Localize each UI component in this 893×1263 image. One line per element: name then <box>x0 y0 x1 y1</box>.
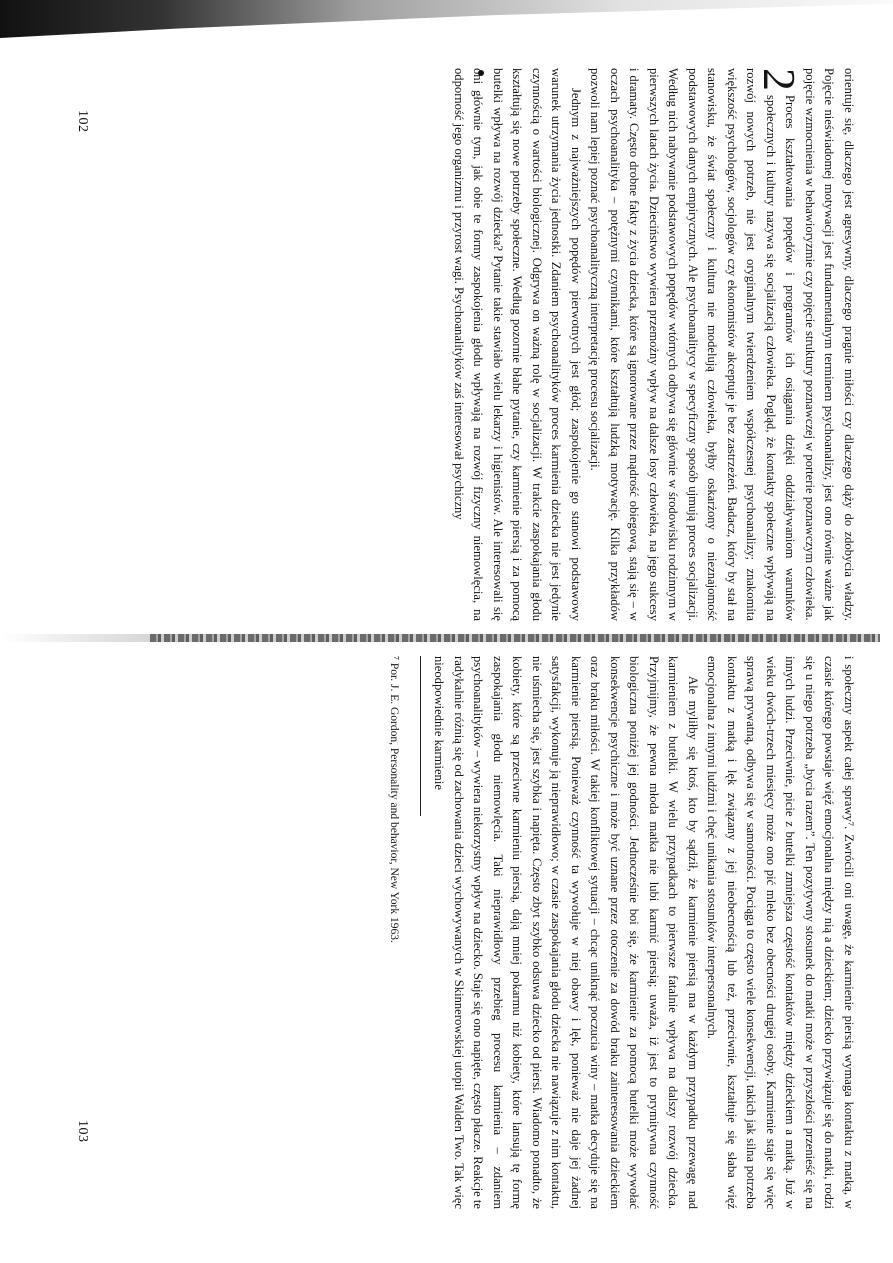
page-103 <box>158 656 858 1209</box>
scan-edge-artifact <box>0 0 893 38</box>
paragraph: i społeczny aspekt całej sprawy⁷. Zwrócili oni uwagę, że karmienie piersią wymaga kontaktu z matką, w czasie którego powstaje więź emocjonalna między nią a dzieckiem; dziecko przywiązuje się do matki, rodzi się u niego potrzeba „bycia razem”. Ten pozytywny stosunek do matki może w przyszłości przenieść się na innych ludzi. Przeciwnie, picie z butelki zmniejsza częstość kontaktów między dzieckiem a matką. Już w wieku dwóch-trzech miesięcy może ono pić mleko bez obecności drugiej osoby. Karmienie staje się więc sprawą prywatną, odbywa się w samotności. Pociąga to często wiele konsekwencji, takich jak silna potrzeba kontaktu z matką i lęk związany z jej nieobecnością lub też, przeciwnie, kształtuje się słaba więź emocjonalna z innymi ludźmi i chęć unikania stosunków interpersonalnych. <box>705 656 856 1209</box>
page-102 <box>158 68 858 621</box>
paragraph-with-dropcap <box>585 68 806 621</box>
footnote: ⁷ Por. J. E. Gordon, Personality and behavior, New York 1963. <box>388 656 400 943</box>
page-number: 102 <box>75 110 90 133</box>
paragraph: orientuje się, dlaczego jest agresywny, dlaczego pragnie miłości czy dlaczego dąży do zdobycia władzy. Pojęcie nieświadomej motywacji jest fundamentalnym terminem psychoanalizy, jest ono równie ważne jak pojęcie wzmocnienia w behawioryzmie czy pojęcie struktury poznawczej w porterie poznawczym człowieka. <box>803 68 856 621</box>
page-102-text <box>449 68 859 621</box>
footnote-rule <box>420 656 421 816</box>
gutter-shadow <box>0 634 150 642</box>
paragraph: Ale myliłby się ktoś, kto by sądził, że karmienie piersią ma w każdym przypadku przewagę nad karmieniem z butelki. W wielu przypadkach to pierwsze fatalnie wpływa na dalszy rozwój dziecka. Przyjmijmy, że pewna młoda matka nie lubi karmić piersią; uważa, iż jest to prymitywna czynność biologiczna poniżej jej godności. Jednocześnie boi się, że karmienie za pomocą butelki może wywołać konsekwencje psychiczne i może być uznane przez otoczenie za dowód braku zainteresowania dzieckiem oraz braku miłości. W takiej konfliktowej sytuacji – chcąc uniknąć poczucia winy – matka decyduje się na karmienie piersią. Ponieważ czynność ta wywołuje w niej obawy i lęk, ponieważ nie daje jej żadnej satysfakcji, wykonuje ją nieprawidłowo; w czasie zaspokajania głodu dziecka nie nawiązuje z nim kontaktu, nie uśmiecha się, jest szybka i napięta. Często zbyt szybko odsuwa dziecko od piersi. Wiadomo ponadto, że kobiety, które są przeciwne karmieniu piersią, dają mniej pokarmu niż kobiety, które lansują tę formę zaspokajania głodu niemowlęcia. Taki nieprawidłowy przebieg procesu karmienia – zdaniem psychoanalityków – wywiera niekorzystny wpływ na dziecko. Staje się ono napięte, często płacze. Reakcje te radykalnie różnią się od zachowania dzieci wychowywanych w Skinnerowskiej utopii Walden Two. Tak więc nieodpowiednie karmienie <box>432 656 700 1209</box>
book-gutter <box>150 634 880 642</box>
dropcap-number: 2 <box>754 68 806 91</box>
page-number: 103 <box>75 1120 90 1143</box>
paragraph-text: Proces kształtowania popędów i programów ich osiągania dzięki oddziaływaniom warunków społecznych i kultury nazywa się socjalizacją człowieka. Pogląd, że kontakty społeczne wpływają na rozwój nowych potrzeb, nie jest oryginalnym twierdzeniem współczesnej psychoanalizy; znakomita większość psychologów, socjologów czy ekonomistów akceptuje je bez zastrzeżeń. Badacz, który by stał na stanowisku, że świat społeczny i kultura nie modelują człowieka, byłby oskarżony o nieznajomość podstawowych danych empirycznych. Ale psychoanalitycy w specyficzny sposób ujmują proces socjalizacji. Według nich nabywanie podstawowych popędów wtórnych odbywa się głównie w środowisku rodzinnym w pierwszych latach życia. Dzieciństwo wywiera przemożny wpływ na dalsze losy człowieka, na jego sukcesy i dramaty. Często drobne fakty z życia dziecka, które są ignorowane przez mądrość obiegową, stają się – w oczach psychoanalityka – potężnymi czynnikami, które kształtują ludzką motywację. Kilka przykładów pozwoli nam lepiej poznać psychoanalityczną interpretację procesu socjalizacji. <box>588 68 798 621</box>
page-103-text <box>386 656 858 1209</box>
paragraph: Jednym z najważniejszych popędów pierwotnych jest głód; zaspokojenie go stanowi podstawowy warunek utrzymania życia jednostki. Zdaniem psychoanalityków proces karmienia dziecka nie jest jedynie czynnością o wartości biologicznej. Odgrywa on ważną rolę w socjalizacji. W trakcie zaspokajania głodu kształtują się nowe potrzeby społeczne. Według pozornie błahe pytanie, czy karmienie piersią i za pomocą butelki wpływa na rozwój dziecka? Pytanie takie stawiało wielu lekarzy i higienistów. Ale interesowali się oni głównie tym, jak obie te formy zaspokojenia głodu wpływają na rozwój fizyczny niemowlęcia, na odporność jego organizmu i przyrost wagi. Psychoanalityków zaś interesował psychiczny <box>452 68 583 621</box>
